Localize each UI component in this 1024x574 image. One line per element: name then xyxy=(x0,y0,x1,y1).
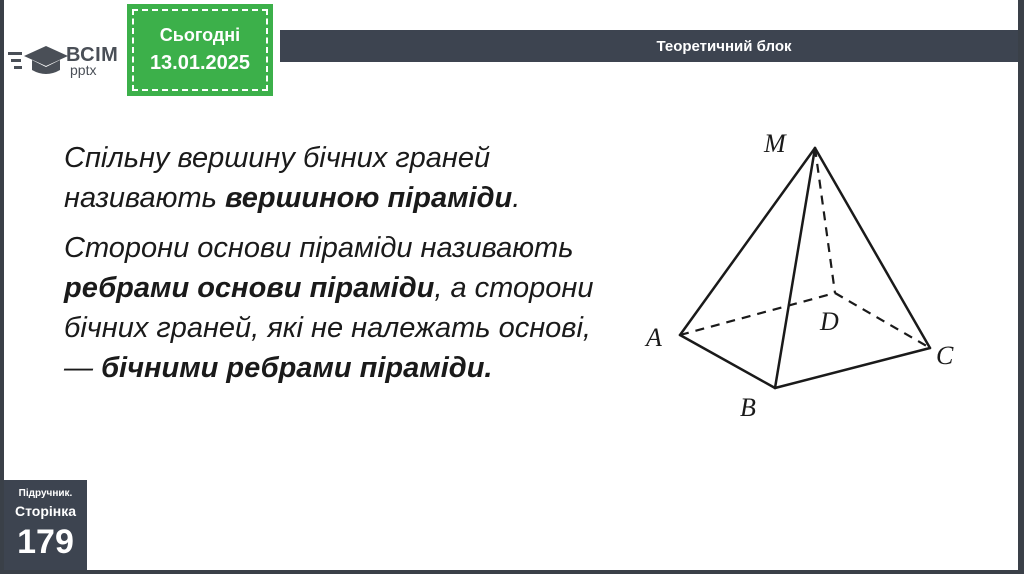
edge-AB xyxy=(680,335,775,388)
edge-BC xyxy=(775,348,930,388)
paragraph-edges xyxy=(64,228,624,388)
logo-text: ВСІМ xyxy=(66,44,119,66)
date-value: 13.01.2025 xyxy=(149,52,251,74)
p1-text: Спільну вершину бічних граней називають xyxy=(64,142,491,214)
date-badge-inner xyxy=(132,9,268,91)
vertex-label-M: M xyxy=(764,129,786,158)
p1-term: вершиною піраміди xyxy=(224,182,513,214)
section-header xyxy=(280,30,1018,62)
vertex-label-B: B xyxy=(740,393,756,422)
p1-end: . xyxy=(512,182,521,214)
edge-MB xyxy=(775,148,815,388)
edge-MD xyxy=(815,148,835,293)
textbook-label: Підручник. xyxy=(18,488,73,499)
edge-DC xyxy=(835,293,930,348)
date-badge xyxy=(127,4,273,96)
edge-MA xyxy=(680,148,815,335)
theory-text xyxy=(64,138,624,398)
section-title: Теоретичний блок xyxy=(656,37,792,55)
paragraph-apex xyxy=(64,138,624,218)
page-number: 179 xyxy=(17,523,74,561)
textbook-page-box xyxy=(4,480,87,570)
edge-AD xyxy=(680,293,835,335)
p2-text-2: , а сторони бічних граней, які не належать основі, — xyxy=(64,272,594,384)
vertex-label-A: A xyxy=(646,323,662,352)
vertex-label-D: D xyxy=(820,307,839,336)
p2-text-1: Сторони основи піраміди називають xyxy=(64,232,574,264)
p2-term-1: ребрами основи піраміди xyxy=(64,272,435,304)
logo-subtext: pptx xyxy=(70,62,97,78)
p2-term-2: бічними ребрами піраміди. xyxy=(101,352,493,384)
date-label: Сьогодні xyxy=(159,25,241,45)
page-label: Сторінка xyxy=(14,503,77,519)
vertex-label-C: C xyxy=(936,341,954,370)
pyramid-figure xyxy=(630,110,970,440)
